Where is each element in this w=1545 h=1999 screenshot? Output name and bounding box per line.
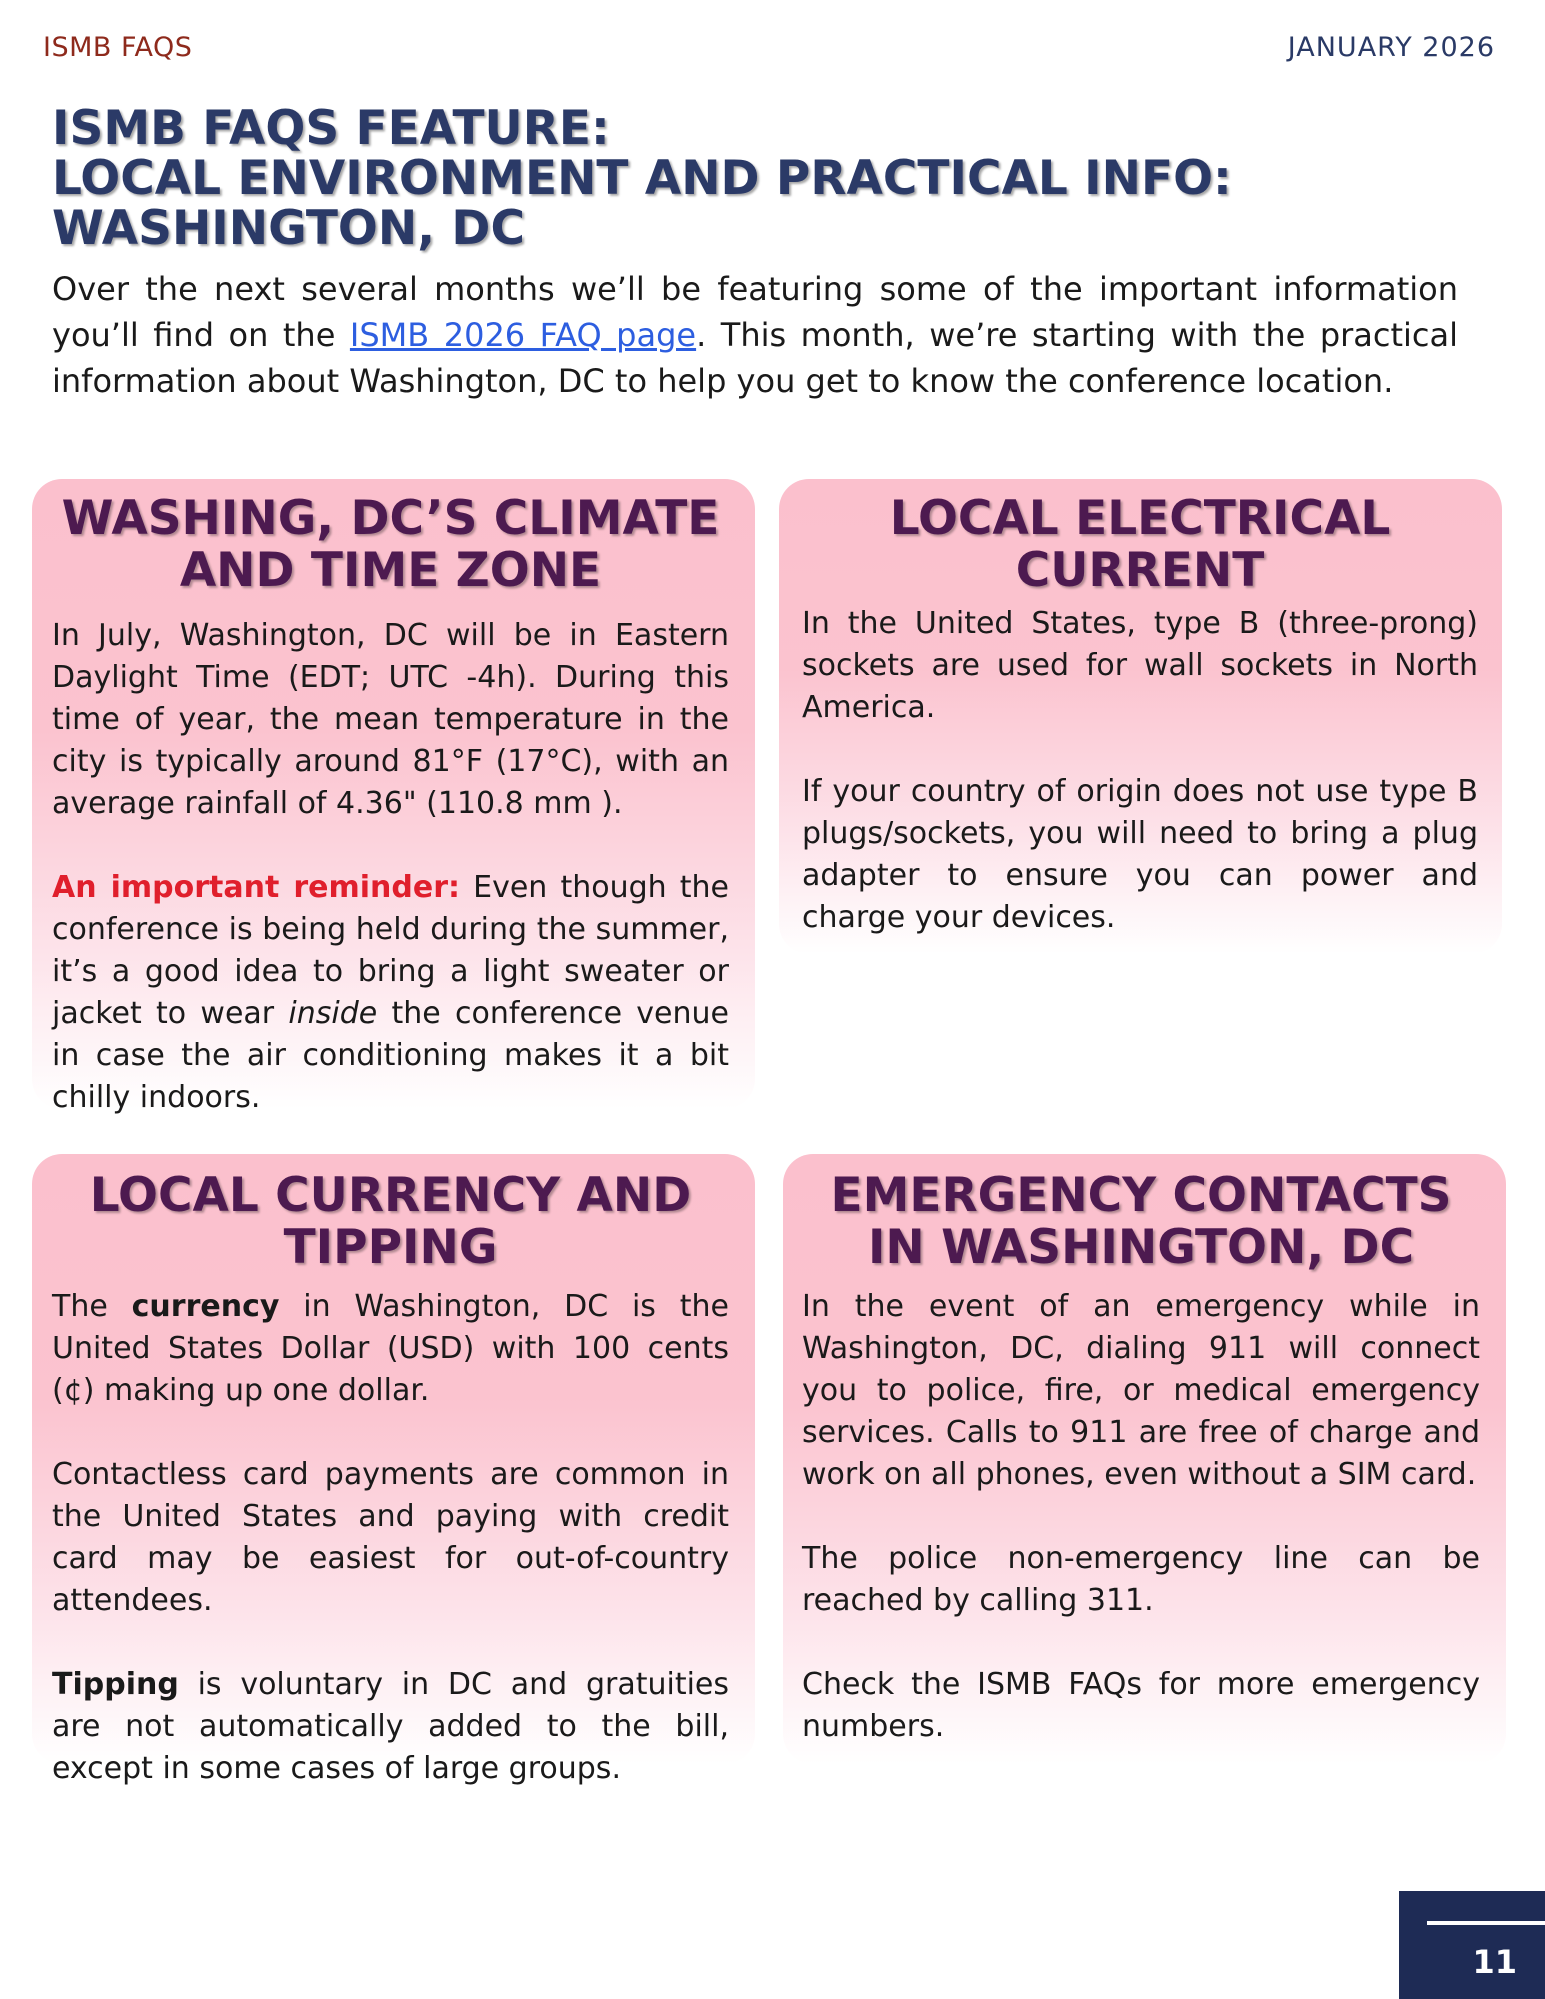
emergency-card <box>783 1154 1506 1764</box>
emergency-paragraph-2: The police non-emergency line can be reached by calling 311. <box>802 1541 1480 1618</box>
header-date: JANUARY 2026 <box>1287 32 1495 63</box>
header-section-label: ISMB FAQS <box>43 32 193 63</box>
currency-card <box>32 1154 755 1786</box>
emergency-title-line-1: EMERGENCY CONTACTS <box>830 1168 1452 1223</box>
tipping-text: is voluntary in DC and gratuities are not automatically added to the bill, except in some cases of large groups. <box>52 1667 729 1786</box>
currency-paragraph-1 <box>52 1286 729 1412</box>
climate-paragraph-2 <box>52 867 729 1119</box>
currency-card-body <box>52 1286 729 1790</box>
emergency-title-line-2: IN WASHINGTON, DC <box>867 1220 1415 1275</box>
page-title-line-1: ISMB FAQS FEATURE: <box>52 101 610 156</box>
currency-card-title <box>52 1170 729 1274</box>
faq-page-link[interactable]: ISMB 2026 FAQ page <box>349 316 697 354</box>
currency-title-line-2: TIPPING <box>283 1220 498 1275</box>
page-title <box>52 101 1232 256</box>
electrical-title-line-2: CURRENT <box>1015 543 1265 598</box>
intro-paragraph <box>52 266 1458 404</box>
important-reminder-label: An important reminder: <box>52 870 461 905</box>
climate-card-title <box>52 493 729 597</box>
electrical-card-body <box>802 603 1478 939</box>
climate-card-body <box>52 615 729 1119</box>
page-title-line-3: WASHINGTON, DC <box>52 201 525 256</box>
emergency-paragraph-3: Check the ISMB FAQs for more emergency numbers. <box>802 1667 1480 1744</box>
electrical-paragraph-2: If your country of origin does not use type B plugs/sockets, you will need to bring a plug adapter to ensure you can power and charge your devices. <box>802 774 1478 935</box>
emergency-card-title <box>802 1170 1480 1274</box>
page-title-line-2: LOCAL ENVIRONMENT AND PRACTICAL INFO: <box>52 151 1232 206</box>
electrical-title-line-1: LOCAL ELECTRICAL <box>889 491 1391 546</box>
tipping-bold-term: Tipping <box>52 1667 179 1702</box>
emergency-paragraph-1: In the event of an emergency while in Washington, DC, dialing 911 will connect you to police, fire, or medical emergency services. Calls to 911 are free of charge and work on all phones, even without a SIM card. <box>802 1289 1480 1492</box>
currency-text-after: in Washington, DC is the United States Dollar (USD) with 100 cents (¢) making up one dollar. <box>52 1289 729 1408</box>
page-number-box <box>1399 1891 1545 1999</box>
currency-text-before: The <box>52 1289 132 1324</box>
reminder-text-after: the conference venue in case the air conditioning makes it a bit chilly indoors. <box>52 996 729 1115</box>
page-number: 11 <box>1472 1943 1517 1981</box>
currency-bold-term: currency <box>131 1289 280 1324</box>
emergency-card-body <box>802 1286 1480 1748</box>
currency-paragraph-2: Contactless card payments are common in the United States and paying with credit card may be easiest for out-of-country attendees. <box>52 1457 729 1618</box>
page-number-rule <box>1427 1921 1545 1925</box>
reminder-text-before: Even though the conference is being held during the summer, it’s a good idea to bring a light sweater or jacket to wear <box>52 870 730 1031</box>
reminder-emphasis: inside <box>288 996 378 1031</box>
electrical-paragraph-1: In the United States, type B (three-prong) sockets are used for wall sockets in North America. <box>802 606 1478 725</box>
currency-title-line-1: LOCAL CURRENCY AND <box>89 1168 692 1223</box>
currency-paragraph-3 <box>52 1664 729 1790</box>
climate-card <box>32 479 755 1115</box>
intro-text-before: Over the next several months we’ll be featuring some of the important information you’ll find on the <box>52 270 1458 354</box>
climate-title-line-2: AND TIME ZONE <box>179 543 602 598</box>
electrical-card-title <box>802 493 1478 597</box>
climate-paragraph-1: In July, Washington, DC will be in Eastern Daylight Time (EDT; UTC -4h). During this time of year, the mean temperature in the city is typically around 81°F (17°C), with an average rainfall of 4.36" (110.8 mm ). <box>52 618 729 821</box>
electrical-card <box>779 479 1502 954</box>
intro-text-after: . This month, we’re starting with the practical information about Washington, DC to help you get to know the conference location. <box>52 316 1459 400</box>
climate-title-line-1: WASHING, DC’S CLIMATE <box>61 491 720 546</box>
